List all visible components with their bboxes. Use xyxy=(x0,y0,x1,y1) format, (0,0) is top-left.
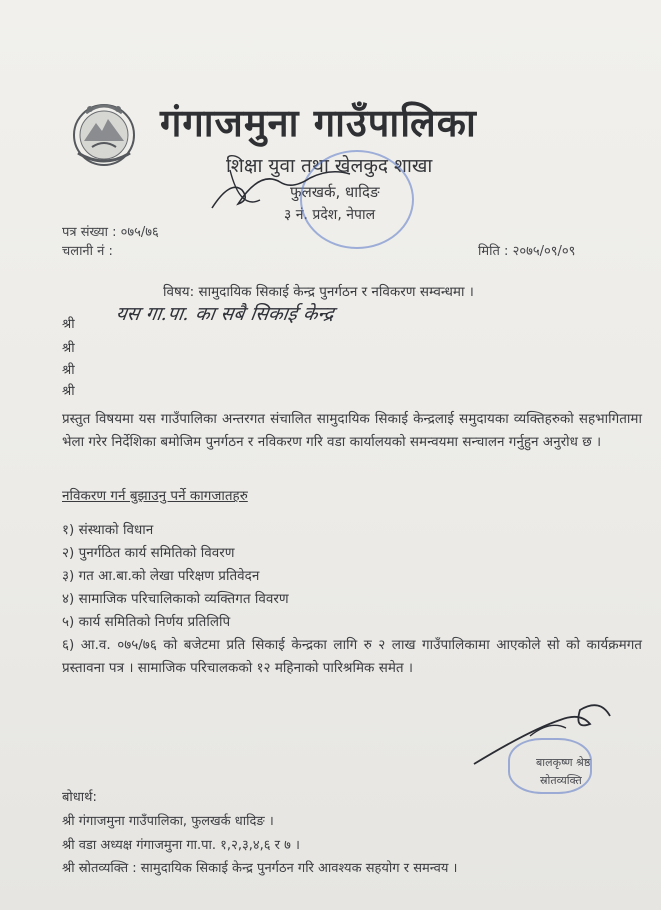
documents-heading: नविकरण गर्न बुझाउनु पर्ने कागजातहरु xyxy=(62,488,248,504)
dispatch-number: चलानी नं : xyxy=(62,244,113,259)
letter-number: पत्र संख्या : ०७५/७६ xyxy=(62,225,159,240)
address-line-1: फुलखर्क, धादिङ xyxy=(290,183,380,201)
recipient-prefix: श्री xyxy=(62,363,75,378)
letter-subject: विषय: सामुदायिक सिकाई केन्द्र पुनर्गठन र नविकरण सम्वन्धमा । xyxy=(163,284,474,300)
cc-item: श्री स्रोतव्यक्ति : सामुदायिक सिकाई केन्द्र पुनर्गठन गरि आवश्यक सहयोग र समन्वय । xyxy=(62,861,458,876)
list-item: ६) आ.व. ०७५/७६ को बजेटमा प्रति सिकाई केन्द्रका लागि रु २ लाख गाउँपालिकामा आएकोले सो को कार्यक्रमगत प्रस्तावना पत्र । सामाजिक परिचालकको १२ महिनाको पारिश्रमिक समेत । xyxy=(62,637,642,676)
list-item: १) संस्थाको विधान xyxy=(62,522,154,538)
address-line-2: ३ नं. प्रदेश, नेपाल xyxy=(284,207,376,223)
office-name: गंगाजमुना गाउँपालिका xyxy=(160,101,477,145)
body-paragraph: प्रस्तुत विषयमा यस गाउँपालिका अन्तरगत संचालित सामुदायिक सिकाई केन्द्रलाई समुदायका व्यक्तिहरुको सहभागितामा भेला गरेर निर्देशिका बमोजिम पुनर्गठन र नविकरण गरि वडा कार्यालयको समन्वयमा सन्चालन गर्नुहुन अनुरोध छ । xyxy=(62,411,642,450)
cc-item: श्री वडा अध्यक्ष गंगाजमुना गा.पा. १,२,३,४,६ र ७ । xyxy=(62,838,300,853)
letter-date: मिति : २०७५/०९/०९ xyxy=(478,244,576,259)
list-item: ४) सामाजिक परिचालिकाको व्यक्तिगत विवरण xyxy=(62,591,289,607)
cc-item: श्री गंगाजमुना गाउँपालिका, फुलखर्क धादिङ । xyxy=(62,814,274,829)
nepal-emblem-icon xyxy=(66,95,142,171)
recipient-prefix: श्री xyxy=(62,341,75,356)
recipient-prefix: श्री xyxy=(62,384,75,399)
documents-list xyxy=(62,519,642,680)
cc-heading: बोधार्थ: xyxy=(62,790,97,805)
handwritten-recipient: यस गा.पा. का सबै सिकाई केन्द्र xyxy=(114,303,336,325)
header-signature xyxy=(200,160,360,220)
list-item: २) पुनर्गठित कार्य समितिको विवरण xyxy=(62,545,235,561)
list-item: ३) गत आ.बा.को लेखा परिक्षण प्रतिवेदन xyxy=(62,568,260,584)
department-name: शिक्षा युवा तथा खेलकुद शाखा xyxy=(226,155,433,177)
list-item: ५) कार्य समितिको निर्णय प्रतिलिपि xyxy=(62,614,231,630)
signatory-title: स्रोतव्यक्ति xyxy=(540,774,582,787)
recipient-prefix: श्री xyxy=(62,317,75,332)
signatory-name: बालकृष्ण श्रेष्ठ xyxy=(536,756,591,769)
